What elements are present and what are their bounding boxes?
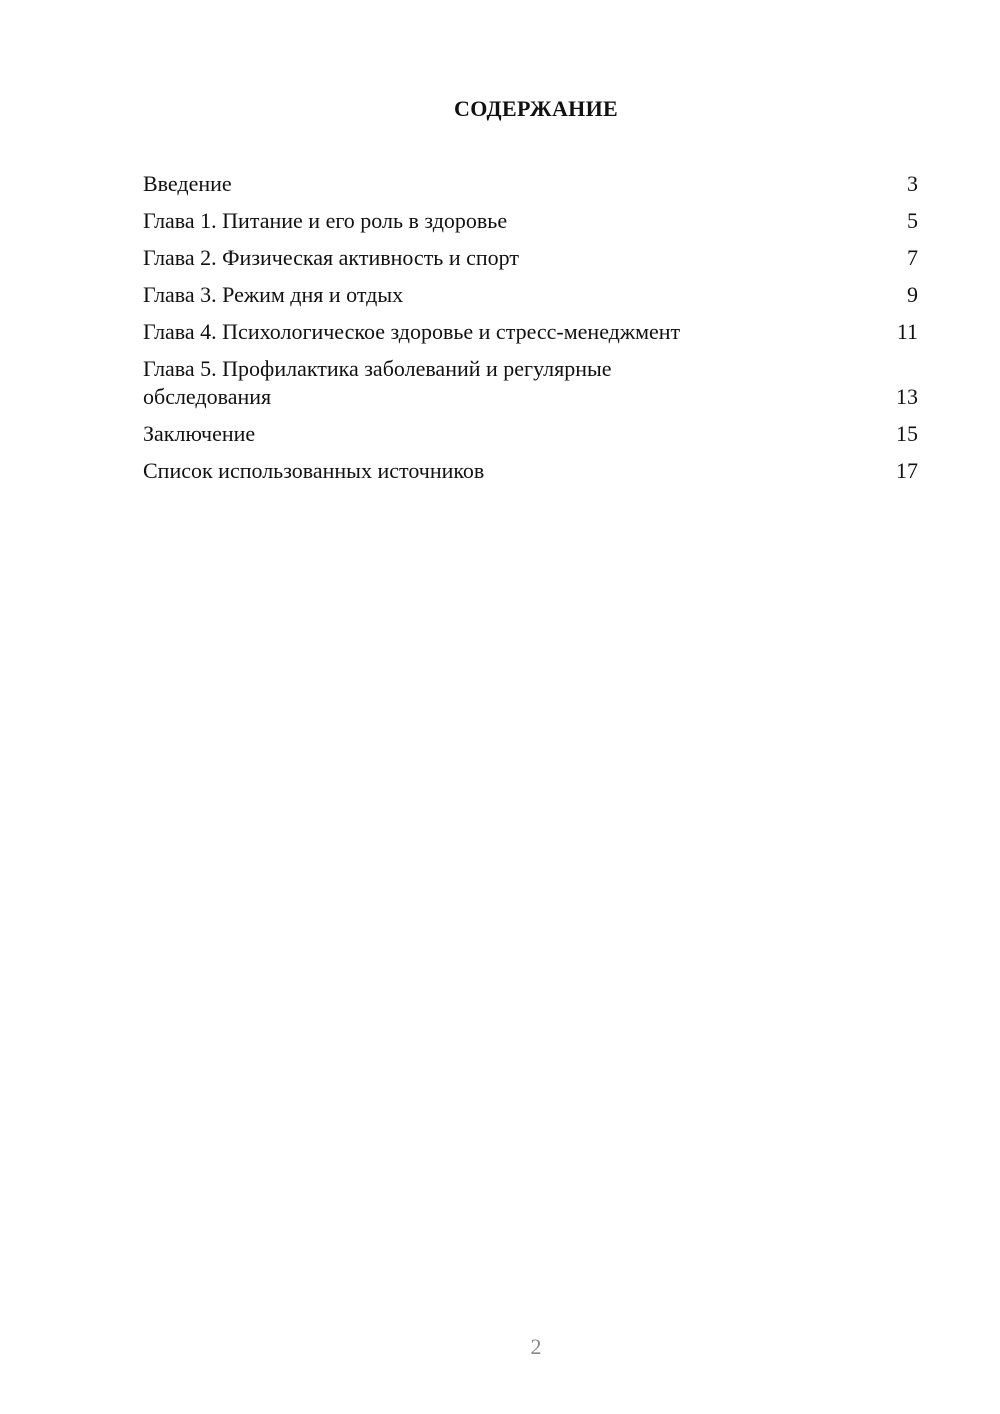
toc-entry-chapter-3 [143, 281, 918, 309]
table-of-contents [143, 170, 918, 494]
toc-entry-chapter-4 [143, 318, 918, 346]
toc-entry-introduction [143, 170, 918, 198]
toc-entry-page: 3 [907, 171, 918, 196]
toc-entry-label: Заключение [143, 421, 256, 446]
toc-entry-chapter-1 [143, 207, 918, 235]
toc-entry-page: 9 [907, 282, 918, 307]
toc-entry-page: 15 [896, 421, 918, 446]
page-number: 2 [530, 1334, 542, 1359]
toc-entry-label: Глава 2. Физическая активность и спорт [143, 245, 519, 270]
toc-entry-chapter-2 [143, 244, 918, 272]
toc-entry-conclusion [143, 420, 918, 448]
toc-entry-label: Глава 4. Психологическое здоровье и стресс-менеджмент [143, 319, 681, 344]
toc-entry-label: Глава 3. Режим дня и отдых [143, 282, 404, 307]
toc-entry-page: 13 [896, 384, 918, 409]
toc-entry-label: Глава 1. Питание и его роль в здоровье [143, 208, 508, 233]
toc-entry-page: 17 [896, 458, 918, 483]
toc-entry-page: 11 [896, 319, 918, 344]
toc-entry-references [143, 457, 918, 485]
toc-entry-chapter-5 [143, 355, 918, 411]
toc-entry-page: 5 [907, 208, 918, 233]
toc-entry-label: Глава 5. Профилактика заболеваний и регулярные обследования [143, 356, 612, 409]
page-title: СОДЕРЖАНИЕ [454, 96, 618, 121]
toc-entry-page: 7 [907, 245, 918, 270]
toc-entry-label: Список использованных источников [143, 458, 485, 483]
toc-entry-label: Введение [143, 171, 232, 196]
